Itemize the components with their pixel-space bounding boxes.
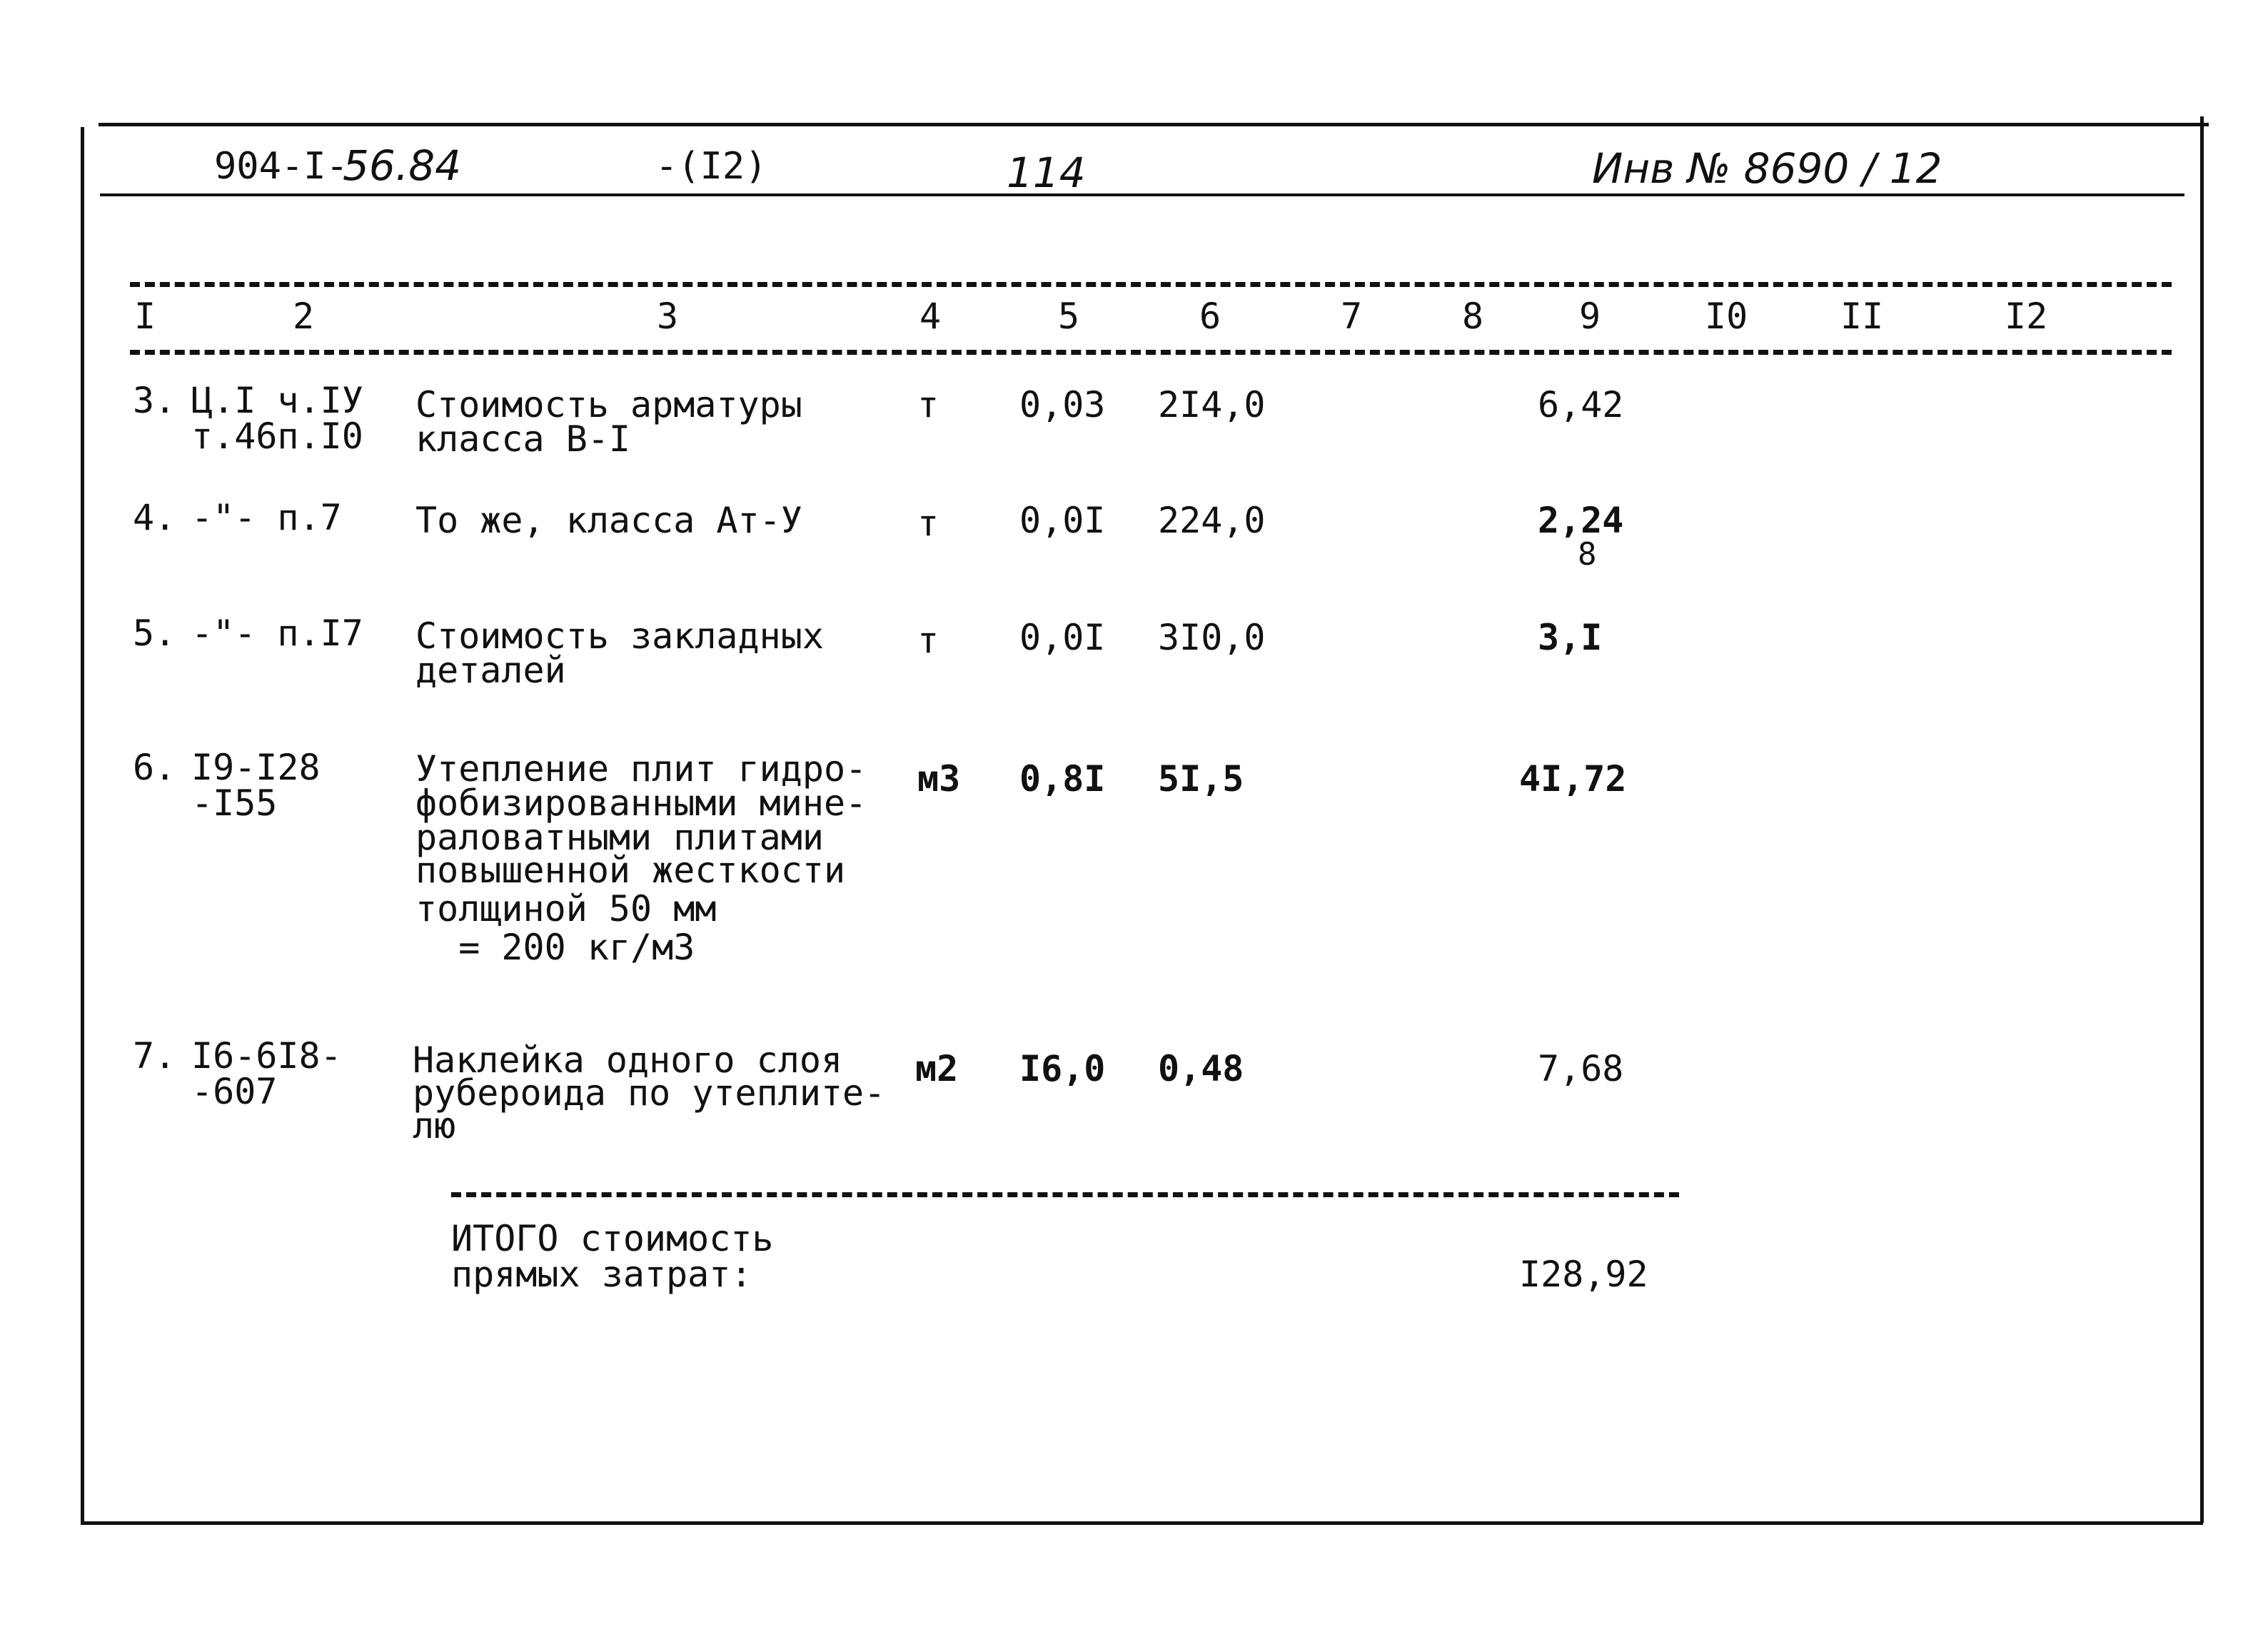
total-correction: 8 bbox=[1578, 536, 1597, 573]
unit-price: 2I4,0 bbox=[1158, 384, 1266, 425]
frame-left bbox=[81, 127, 84, 1525]
item-description: фобизированными мине- bbox=[415, 782, 867, 824]
item-description: Стоимость арматуры bbox=[415, 384, 802, 425]
unit: т bbox=[917, 503, 939, 544]
unit: м2 bbox=[915, 1048, 959, 1089]
unit-price: 3I0,0 bbox=[1158, 617, 1266, 658]
col-header: 7 bbox=[1341, 296, 1363, 337]
item-description: То же, класса Ат-У bbox=[415, 500, 802, 541]
summary-divider bbox=[451, 1192, 1679, 1197]
quantity: 0,8I bbox=[1019, 758, 1106, 800]
total-cost: 2,24 bbox=[1538, 500, 1624, 541]
unit: т bbox=[917, 620, 939, 661]
frame-top bbox=[99, 123, 2209, 126]
col-header: 9 bbox=[1579, 296, 1601, 337]
quantity: 0,03 bbox=[1019, 384, 1106, 425]
col-header: 6 bbox=[1199, 296, 1221, 337]
total-cost: 3,I bbox=[1538, 617, 1603, 658]
norm-code: -"- п.7 bbox=[191, 497, 342, 538]
col-header: 8 bbox=[1462, 296, 1484, 337]
series-handwritten: 56.84 bbox=[343, 141, 462, 190]
col-header: II bbox=[1840, 296, 1884, 337]
row-number: 5. bbox=[133, 613, 176, 654]
summary-label: ИТОГО стоимость bbox=[451, 1218, 774, 1259]
col-header: I bbox=[134, 296, 156, 337]
header-underline bbox=[100, 193, 2184, 196]
frame-right bbox=[2200, 116, 2204, 1523]
series-number: 904-I- bbox=[214, 145, 348, 188]
item-description: раловатными плитами bbox=[415, 817, 824, 858]
item-description: класса В-I bbox=[415, 418, 631, 460]
col-header: 3 bbox=[657, 296, 679, 337]
item-description: деталей bbox=[415, 650, 566, 691]
total-cost: 6,42 bbox=[1538, 384, 1624, 425]
norm-code: Ц.I ч.IУ bbox=[191, 380, 363, 421]
item-description: Утепление плит гидро- bbox=[415, 748, 867, 790]
norm-code: I6-6I8- bbox=[191, 1035, 342, 1077]
item-description: рубероида по утеплите- bbox=[413, 1072, 886, 1114]
norm-code: -607 bbox=[191, 1071, 278, 1112]
item-description: повышенной жесткости bbox=[415, 850, 846, 891]
item-description: Стоимость закладных bbox=[415, 615, 824, 657]
frame-bottom bbox=[81, 1521, 2203, 1525]
inventory-handwritten: Инв № 8690 / 12 bbox=[1592, 144, 1942, 193]
total-cost: 4I,72 bbox=[1519, 758, 1627, 800]
item-description: толщиной 50 мм bbox=[415, 888, 717, 930]
row-number: 7. bbox=[133, 1035, 176, 1077]
norm-code: т.46п.I0 bbox=[191, 415, 363, 457]
row-number: 6. bbox=[133, 747, 176, 788]
header-dash-bottom bbox=[130, 350, 2172, 355]
col-header: I0 bbox=[1705, 296, 1748, 337]
item-description: Наклейка одного слоя bbox=[413, 1039, 843, 1081]
quantity: 0,0I bbox=[1019, 500, 1106, 541]
norm-code: I9-I28 bbox=[191, 747, 321, 788]
quantity: 0,0I bbox=[1019, 617, 1106, 658]
row-number: 3. bbox=[133, 380, 176, 421]
unit-price: 224,0 bbox=[1158, 500, 1266, 541]
item-description: = 200 кг/м3 bbox=[415, 927, 695, 968]
sheet-code: -(I2) bbox=[655, 145, 767, 188]
unit-price: 5I,5 bbox=[1158, 758, 1244, 800]
row-number: 4. bbox=[133, 497, 176, 538]
unit: м3 bbox=[917, 758, 961, 800]
header-dash-top bbox=[130, 282, 2172, 287]
norm-code: -I55 bbox=[191, 782, 278, 824]
unit-price: 0,48 bbox=[1158, 1048, 1244, 1089]
norm-code: -"- п.I7 bbox=[191, 613, 363, 654]
page-handwritten: 114 bbox=[1007, 148, 1086, 197]
summary-total: I28,92 bbox=[1519, 1254, 1648, 1295]
col-header: 2 bbox=[293, 296, 315, 337]
col-header: 5 bbox=[1058, 296, 1080, 337]
unit: т bbox=[917, 384, 939, 425]
col-header: 4 bbox=[919, 296, 942, 337]
summary-label: прямых затрат: bbox=[451, 1254, 752, 1295]
total-cost: 7,68 bbox=[1538, 1048, 1624, 1089]
quantity: I6,0 bbox=[1019, 1048, 1106, 1089]
item-description: лю bbox=[413, 1105, 456, 1147]
col-header: I2 bbox=[2005, 296, 2048, 337]
